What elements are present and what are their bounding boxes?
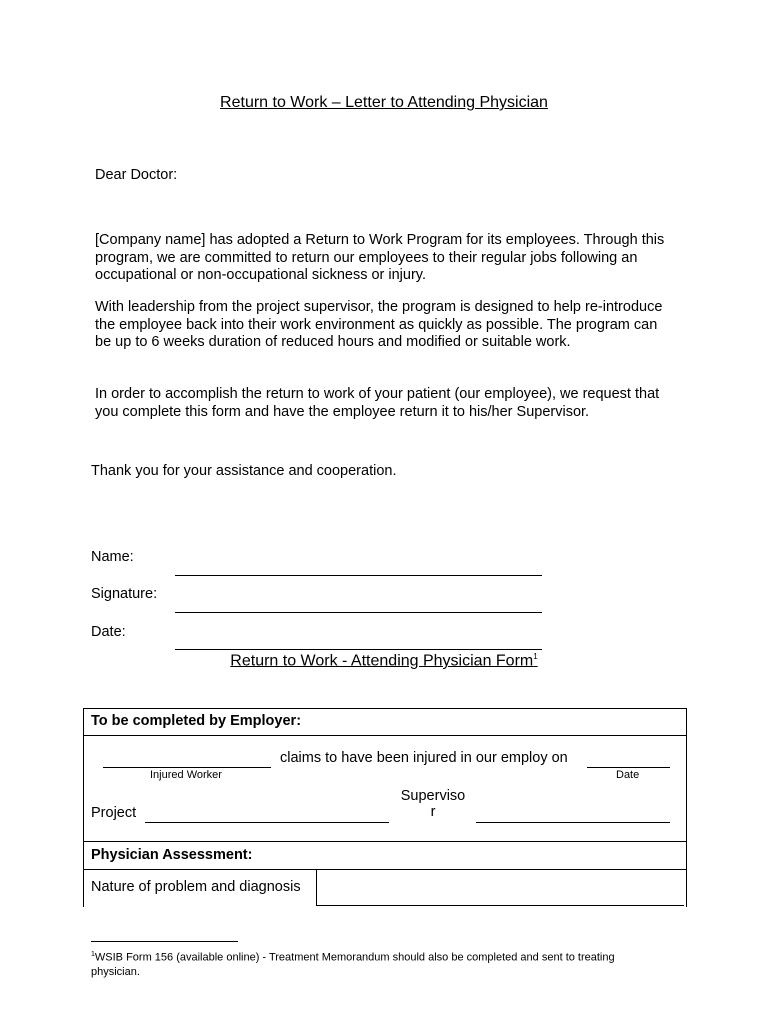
diagnosis-input-cell[interactable]: [317, 870, 684, 906]
row-divider: [83, 735, 687, 736]
supervisor-line[interactable]: [476, 822, 670, 823]
letter-title: Return to Work – Letter to Attending Physician: [220, 94, 548, 111]
injured-worker-caption: Injured Worker: [150, 769, 222, 781]
form-title: [0, 652, 768, 670]
name-label: Name:: [91, 549, 134, 565]
employer-section-header: To be completed by Employer:: [91, 713, 302, 729]
supervisor-label-part2: r: [430, 804, 436, 820]
date-line[interactable]: [175, 649, 542, 650]
supervisor-label: [399, 788, 467, 820]
project-line[interactable]: [145, 822, 389, 823]
salutation: Dear Doctor:: [95, 167, 178, 183]
form-title-footnote-ref: 1: [533, 652, 538, 661]
footnote-number: 1: [91, 951, 95, 958]
footnote-separator: [91, 941, 238, 942]
signature-label: Signature:: [91, 586, 158, 602]
injured-worker-line[interactable]: [103, 767, 271, 768]
closing-text: Thank you for your assistance and cooperation.: [91, 463, 397, 479]
paragraph-program: [Company name] has adopted a Return to Work Program for its employees. Through this program, we are committed to return our employees to their regular jobs following an occupational or non-occupational sickness or injury.: [95, 232, 665, 283]
date-label: Date:: [91, 624, 126, 640]
paragraph-leadership: With leadership from the project supervisor, the program is designed to help re-introduce the employee back into their work environment as quickly as possible. The program can be up to 6 weeks duration of reduced hours and modified or suitable work.: [95, 299, 663, 350]
nature-of-problem-label: Nature of problem and diagnosis: [91, 879, 301, 895]
project-label: Project: [91, 805, 137, 821]
footnote: [91, 948, 651, 979]
physician-section-header: Physician Assessment:: [91, 847, 253, 863]
row-divider: [83, 841, 687, 842]
form-title-text: Return to Work - Attending Physician Form: [230, 652, 534, 670]
claims-text: claims to have been injured in our employ on: [280, 750, 568, 766]
name-line[interactable]: [175, 575, 542, 576]
paragraph-request: In order to accomplish the return to work of your patient (our employee), we request that you complete this form and have the employee return it to his/her Supervisor.: [95, 386, 660, 420]
injury-date-line[interactable]: [587, 767, 670, 768]
date-caption: Date: [616, 769, 640, 781]
signature-line[interactable]: [175, 612, 542, 613]
supervisor-label-part1: Superviso: [400, 788, 466, 804]
footnote-text: WSIB Form 156 (available online) - Treatment Memorandum should also be completed and sent to treating physician.: [91, 951, 615, 978]
